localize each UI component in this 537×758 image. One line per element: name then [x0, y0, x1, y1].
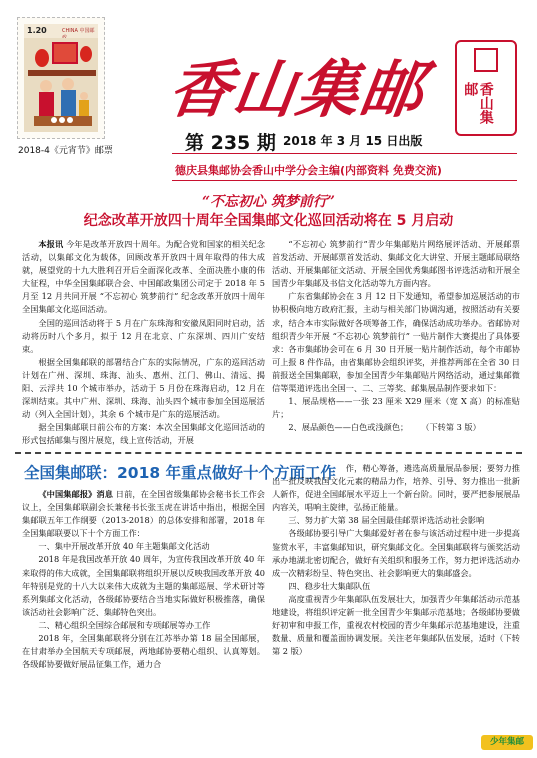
paragraph: 全国的巡回活动将于 5 月在广东珠海和安徽凤阳同时启动，活动将历时八个多月，拟于 12 月在北京、广东深圳、四川广安结束。: [22, 317, 265, 354]
paragraph: 高度重视青少年集邮队伍发展壮大，加强青少年集邮活动示范基地建设，将组织评定新一批全国青少年集邮示范基地；各级邮协要做好初审和申报工作，重视农村校园的青少年集邮示范基地建设，注重数量、质量和覆盖面协调发展。关注老年集邮队伍发展，适时（下转第 2 版）: [272, 593, 520, 657]
stamp-image: [17, 17, 105, 139]
section-divider: [15, 452, 522, 454]
masthead-logo: [455, 40, 517, 136]
paragraph-text: 日前，在全国省级集邮协会秘书长工作会议上，全国集邮联副会长兼秘书长张玉虎在讲话中指出，根据全国集邮联五年工作纲要（2013-2018）的总体安排和部署，2018 年全国集邮联要以下十个方面工作：: [22, 489, 265, 539]
stamp-value: 1.20: [27, 26, 47, 35]
paragraph: 广东省集邮协会在 3 月 12 日下发通知，希望参加巡展活动的市协积极向地方政府汇报，主动与相关部门协调沟通，按照活动有关要求，结合本市实际做好各项筹备工作，确保活动成功举办。省邮协对组织青少年开展 “不忘初心 筑梦前行” 一贴片制作大赛提出了具体要求：各市集邮协会可在 6 月 30 日开展一贴片制作活动，每个市邮协可上报 8 件作品，由省集邮协会组织评奖，并推荐两部在全省 30 日前报送全国集邮联，参加全国青少年集邮贴片网络活动，通过集邮微信等渠道评选出全国一、二、三等奖、邮集展品制作要求如下：: [272, 291, 520, 394]
article1-right-column: [272, 238, 520, 450]
stamp-artwork: [24, 24, 98, 132]
section-heading: 一、集中开展改革开放 40 年主题集邮文化活动: [38, 541, 210, 552]
logo-text: 香山集邮: [462, 82, 494, 124]
paragraph: 1、展品规格——一张 23 厘米 X29 厘米（宽 X 高）的标准贴片；: [272, 396, 520, 420]
lantern-festival-illustration: [24, 24, 98, 132]
article1-kicker: “不忘初心 筑梦前行”: [202, 194, 335, 210]
issue-number: 第 235 期: [185, 132, 276, 154]
header-rule-bottom: [172, 180, 517, 181]
paragraph: “不忘初心 筑梦前行”青少年集邮贴片网络展评活动、开展邮票首发活动、开展邮票首发活动、集邮文化大讲堂、开展主题邮局联络活动、开展集邮征文活动、开展全国优秀集邮图书评选活动和开展全国青少年集邮及书信文化活动等九方面内容。: [272, 239, 520, 289]
article2-left-column: [22, 488, 265, 734]
article2-right-column: [272, 462, 520, 734]
paragraph: [22, 238, 265, 317]
continue-note: （下转第 3 版）: [421, 422, 481, 433]
publisher-line: 德庆县集邮协会香山中学分会主编(内部资料 免费交流): [175, 164, 442, 177]
header-rule-top: [172, 153, 517, 154]
lead-label: 本报讯: [38, 239, 64, 249]
section-heading: 二、精心组织全国综合邮展和专项邮展等办工作: [38, 619, 211, 630]
masthead-title: 香山集邮: [164, 53, 431, 126]
paragraph: 据全国集邮联日前公布的方案：本次全国集邮文化巡回活动的形式包括邮集与图片展览，线上宣传活动，开展: [22, 422, 265, 446]
paragraph: 2018 年是我国改革开放 40 周年，为宣传我国改革开放 40 年来取得的伟大成就，全国集邮联将组织开展以反映我国改革开放 40 年特别是党的十八大以来伟大成就为主题的集邮巡展、学术研讨等系列集邮文化活动，各级邮协要结合当地实际做好积极推落，确保该活动社会影响广泛、集邮特色突出。: [22, 554, 265, 617]
article2-headline: 全国集邮联：2018 年重点做好十个方面工作: [24, 464, 337, 482]
paragraph: [272, 421, 520, 434]
paragraph: 2018 年，全国集邮联将分别在江苏举办第 18 届全国邮展，在甘肃举办全国航天专项邮展，两地邮协要精心组织、认真筹划。各级邮协要做好展品征集工作，通力合: [22, 633, 265, 670]
section-heading: 三、努力扩大第 38 届全国最佳邮票评选活动社会影响: [288, 515, 485, 526]
paragraph-text: 2、展品颜色——白色或浅颜色；: [288, 422, 409, 433]
stamp-country: CHINA 中国邮: [62, 28, 95, 34]
youth-philately-badge: 少年集邮: [481, 735, 533, 750]
paragraph: 各级邮协要引导广大集邮爱好者在参与该活动过程中进一步提高鉴赏水平，丰富集邮知识，研究集邮文化。全国集邮联将与颁奖活动承办地湖北密切配合，做好有关组织和服务工作，努力把评选活动办成一次精彩纷呈、特色突出、社会影响更大的集邮盛会。: [272, 528, 520, 578]
paragraph: [22, 488, 265, 540]
section-heading: 四、稳步壮大集邮队伍: [288, 580, 371, 591]
article1-left-column: [22, 238, 265, 448]
article1-headline: 纪念改革开放四十周年全国集邮文化巡回活动将在 5 月启动: [83, 213, 454, 229]
source-label: 《中国集邮报》消息: [38, 489, 114, 499]
stamp-caption: 2018-4《元宵节》邮票: [18, 146, 113, 156]
logo-emblem-icon: [474, 48, 498, 72]
paragraph: 作，精心筹备，遴选高质量展品参展；要努力推出一批反映我国文化元素的精品力作，培养、引导、努力推出一批新人新作，促进全国邮展水平迈上一个新台阶。同时，要严把参展展品内容关，唱响主旋律，弘扬正能量。: [272, 463, 520, 513]
issue-date: 2018 年 3 月 15 日出版: [283, 134, 423, 148]
paragraph-text: 今年是改革开放四十周年。为配合党和国家的相关纪念活动，以集邮文化为载体，回顾改革开放四十周年取得的伟大成就，展望党的十九大胜利召开后全面深化改革、全面决胜小康的伟大征程，中华全国集邮联合会、中国邮政集团公司定于 2018 年 5 月至 12 月共同开展 “不忘初心 筑梦前行” 纪念改革开放四十周年全国集邮文化巡回活动。: [22, 239, 265, 315]
paragraph: 根据全国集邮联的部署结合广东的实际情况，广东的巡回活动计划在广州、深圳、珠海、汕头、惠州、江门、佛山、清远、揭阳、云浮共 10 个城市举办，活动于 5 月份在珠海启动，12 月在深圳结束。其中广州、深圳、珠海、汕头四个城市参加全国巡展活动（列入全国计划），其余 6 个城市是广东的巡展活动。: [22, 356, 265, 420]
